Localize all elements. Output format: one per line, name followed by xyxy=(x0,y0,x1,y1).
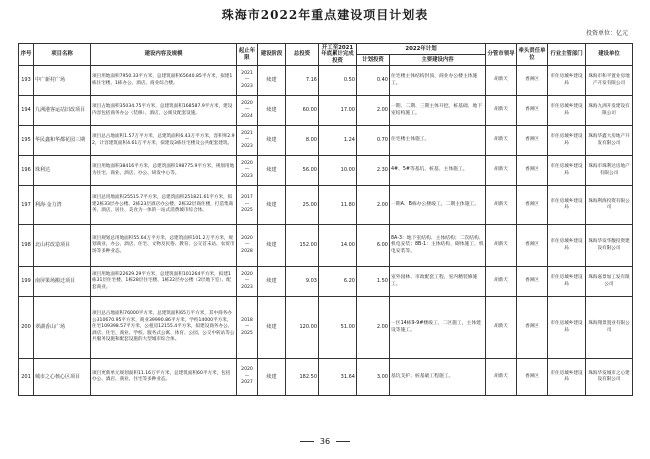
row-desc: 项目总用地面积25515.7平方米，总建筑面积251821.61平方米，拟建2栋33层办公楼、2栋23层酒店办公楼、2栋32层商住楼，打造集商务、酒店、居住、美食为一体的一站式消费城市综合体。 xyxy=(91,186,237,225)
row-stage: 续建 xyxy=(258,66,286,96)
row-cumulative: 17.00 xyxy=(319,96,357,126)
row-plan-invest: 3.00 xyxy=(357,359,390,396)
row-total: 120.00 xyxy=(286,297,319,359)
row-seq: 193 xyxy=(19,66,34,96)
row-year-end: 2024 xyxy=(241,113,253,119)
row-builder: 珠海翔景置业有限公司 xyxy=(586,297,633,359)
row-dept: 市住房城乡建设局 xyxy=(548,186,586,225)
row-seq: 201 xyxy=(19,359,34,396)
header-plan-invest: 计划投资 xyxy=(357,55,390,66)
row-leader: 胡新天 xyxy=(486,359,517,396)
row-leader: 胡新天 xyxy=(486,297,517,359)
table-row xyxy=(19,156,633,186)
row-plan-content: 一区14栋9-9#楼竣工、二区施工，主体建设等施工。 xyxy=(390,297,486,359)
row-year-separator: — xyxy=(244,373,250,379)
row-year-separator: — xyxy=(244,278,250,284)
row-cumulative: 11.80 xyxy=(319,186,357,225)
row-plan-invest: 2.00 xyxy=(357,96,390,126)
row-leader: 胡新天 xyxy=(486,126,517,156)
row-year-separator: — xyxy=(244,242,250,248)
header-cumulative: 开工至2021年底累计完成投资 xyxy=(319,44,357,66)
header-total: 总投资 xyxy=(286,44,319,66)
table-row xyxy=(19,126,633,156)
row-stage: 续建 xyxy=(258,359,286,396)
row-name: 利海·金力湾 xyxy=(34,186,91,225)
row-lead-unit: 香洲区 xyxy=(517,66,548,96)
row-name: 北山村改造项目 xyxy=(34,225,91,267)
row-year-end: 2023 xyxy=(241,83,253,89)
row-dept: 市住房城乡建设局 xyxy=(548,359,586,396)
row-stage: 续建 xyxy=(258,156,286,186)
row-year-start: 2021 xyxy=(241,130,253,136)
row-cumulative: 10.00 xyxy=(319,156,357,186)
row-year-end: 2025 xyxy=(241,208,253,214)
table-row xyxy=(19,359,633,396)
row-plan-invest: 2.00 xyxy=(357,186,390,225)
header-builder: 建设单位 xyxy=(586,44,633,66)
row-years xyxy=(237,297,258,359)
row-lead-unit: 香洲区 xyxy=(517,267,548,297)
row-plan-invest: 6.00 xyxy=(357,225,390,267)
page-title: 珠海市2022年重点建设项目计划表 xyxy=(221,8,429,22)
row-dept: 市住房城乡建设局 xyxy=(548,66,586,96)
row-stage: 续建 xyxy=(258,225,286,267)
row-seq: 200 xyxy=(19,297,34,359)
row-total: 8.00 xyxy=(286,126,319,156)
row-builder: 珠海华鑫大房地产开发有限公司 xyxy=(586,126,633,156)
row-year-separator: — xyxy=(244,201,250,207)
row-year-end: 2027 xyxy=(241,380,253,386)
row-years xyxy=(237,267,258,297)
row-years xyxy=(237,66,258,96)
row-desc: 项目总占地面积1.57万平方米，总建筑面积6.43万平方米，容积率2.92，计容建筑面积4.61万平方米，拟建设3栋住宅楼及公共配套建筑。 xyxy=(91,126,237,156)
row-years xyxy=(237,126,258,156)
row-lead-unit: 香洲区 xyxy=(517,126,548,156)
row-year-start: 2018 xyxy=(241,317,253,323)
row-lead-unit: 香洲区 xyxy=(517,297,548,359)
row-builder: 珠海利海投资有限公司 xyxy=(586,186,633,225)
header-plan-group: 2022年计划 xyxy=(357,44,486,55)
header-plan-content: 主要建设内容 xyxy=(390,55,486,66)
row-seq: 197 xyxy=(19,186,34,225)
page-number: 36 xyxy=(319,437,331,446)
row-stage: 续建 xyxy=(258,186,286,225)
header-name: 项目名称 xyxy=(34,44,91,66)
row-desc: 项目占地面积35034.75平方米，总建筑面积168587.9平方米，建设内容包括商务办公（装修）、酒店、公寓及配套设施。 xyxy=(91,96,237,126)
row-name: 城市之心核心区项目 xyxy=(34,359,91,396)
row-builder: 珠海九洲开发建设有限公司 xyxy=(586,96,633,126)
row-plan-invest: 0.40 xyxy=(357,66,390,96)
row-builder: 珠海嘉景加工发有限公司 xyxy=(586,267,633,297)
row-desc: 项目用地面积38416平方米，总建筑面积198775.9平方米，规划用地为住宅、商业、酒店、办公、研发中心等。 xyxy=(91,156,237,186)
row-plan-content: 室外园林、市政配套工程，室内精装修施工。 xyxy=(390,267,486,297)
row-plan-content: 4#、5#等基坑、桩基、主体施工。 xyxy=(390,156,486,186)
row-years xyxy=(237,359,258,396)
table-row xyxy=(19,267,633,297)
table-row xyxy=(19,96,633,126)
header-desc: 建设内容及规模 xyxy=(91,44,237,66)
row-desc: 项目规划总用地面积55.64万平方米，总建筑面积101.2万平方米，规划商业、办公、酒店、住宅、文物及民俗、教育、公交首末站、农贸市场等多种业态。 xyxy=(91,225,237,267)
row-name: 翠湖香山广场 xyxy=(34,297,91,359)
header-stage: 建设阶段 xyxy=(258,44,286,66)
row-dept: 市住房城乡建设局 xyxy=(548,156,586,186)
header-leader: 分管市领导 xyxy=(486,44,517,66)
row-plan-content: 基坑支护、桩基础工程施工。 xyxy=(390,359,486,396)
row-seq: 198 xyxy=(19,225,34,267)
row-year-separator: — xyxy=(244,167,250,173)
row-lead-unit: 香洲区 xyxy=(517,359,548,396)
row-builder: 珠海市和平置业房地产开发有限公司 xyxy=(586,66,633,96)
row-year-end: 2028 xyxy=(241,248,253,254)
row-years xyxy=(237,186,258,225)
row-plan-content: 一期A、B栋办公楼竣工，二期主体施工。 xyxy=(390,186,486,225)
row-leader: 胡新天 xyxy=(486,96,517,126)
row-leader: 胡新天 xyxy=(486,66,517,96)
row-seq: 196 xyxy=(19,156,34,186)
row-year-end: 2023 xyxy=(241,173,253,179)
row-seq: 199 xyxy=(19,267,34,297)
row-builder: 珠海华发华馥投资建设有限公司 xyxy=(586,225,633,267)
row-name: 珠利达 xyxy=(34,156,91,186)
row-plan-invest: 1.50 xyxy=(357,267,390,297)
row-leader: 胡新天 xyxy=(486,267,517,297)
table-row xyxy=(19,297,633,359)
row-year-start: 2017 xyxy=(241,195,253,201)
row-leader: 胡新天 xyxy=(486,186,517,225)
row-year-start: 2020 xyxy=(241,271,253,277)
row-stage: 续建 xyxy=(258,126,286,156)
row-builder: 珠海华发城市之心建设有限公司 xyxy=(586,359,633,396)
table-row xyxy=(19,66,633,96)
row-cumulative: 6.20 xyxy=(319,267,357,297)
row-year-end: 2023 xyxy=(241,284,253,290)
table-row xyxy=(19,225,633,267)
row-name: 中广新村广场 xyxy=(34,66,91,96)
row-years xyxy=(237,96,258,126)
row-year-separator: — xyxy=(244,77,250,83)
row-years xyxy=(237,156,258,186)
row-leader: 胡新天 xyxy=(486,225,517,267)
row-year-start: 2020 xyxy=(241,100,253,106)
row-lead-unit: 香洲区 xyxy=(517,186,548,225)
row-lead-unit: 香洲区 xyxy=(517,225,548,267)
row-leader: 胡新天 xyxy=(486,156,517,186)
row-stage: 续建 xyxy=(258,267,286,297)
row-cumulative: 1.24 xyxy=(319,126,357,156)
row-year-start: 2020 xyxy=(241,235,253,241)
row-year-start: 2021 xyxy=(241,70,253,76)
row-year-start: 2020 xyxy=(241,160,253,166)
row-year-start: 2020 xyxy=(241,367,253,373)
page-footer xyxy=(0,437,650,446)
row-plan-content: 住宅楼主体施工。 xyxy=(390,126,486,156)
row-years xyxy=(237,225,258,267)
row-desc: 项目用地面积7950.33平方米，总建筑面积65640.85平方米，拟建1栋住宅楼、1栋办公、酒店、商业综合楼。 xyxy=(91,66,237,96)
row-total: 152.00 xyxy=(286,225,319,267)
row-total: 60.00 xyxy=(286,96,319,126)
row-desc: 项目更新单元规划面积11.16万平方米，总建筑面积60平方米，包括办公、酒店、商业、住宅等多种业态。 xyxy=(91,359,237,396)
row-stage: 续建 xyxy=(258,297,286,359)
row-total: 25.00 xyxy=(286,186,319,225)
row-lead-unit: 香洲区 xyxy=(517,96,548,126)
row-desc: 项目用地面积22629.29平方米，总建筑面积101264平方米，拟建1栋31层住宅楼、1栋28层住宅楼、1栋22层办公楼（2层地下室）、配套商业。 xyxy=(91,267,237,297)
row-plan-invest: 2.30 xyxy=(357,156,390,186)
row-seq: 194 xyxy=(19,96,34,126)
row-year-separator: — xyxy=(244,137,250,143)
row-name: 九洲港客运站旧改项目 xyxy=(34,96,91,126)
row-total: 56.00 xyxy=(286,156,319,186)
row-cumulative: 51.00 xyxy=(319,297,357,359)
row-total: 182.50 xyxy=(286,359,319,396)
header-lead-unit: 牵头责任单位 xyxy=(517,44,548,66)
row-plan-content: 住宅楼主体结构封顶、商业办公楼主体施工。 xyxy=(390,66,486,96)
row-stage: 续建 xyxy=(258,96,286,126)
footer-dash-right xyxy=(336,441,350,442)
row-cumulative: 14.00 xyxy=(319,225,357,267)
row-cumulative: 0.50 xyxy=(319,66,357,96)
row-desc: 项目总占地面积76000平方米，总建筑面积65万平方米，其中商务办公310670.95平方米，商业39990.86平方米，学校14000平方米，住宅109398.57平方米，公租房12155.4平方米，拟建设商务办公、酒店、住宅、商业、学校、服务式公寓、体育、公园、公交中转站等公共服务设施和配套设施的大型城市综合体。 xyxy=(91,297,237,359)
row-year-separator: — xyxy=(244,324,250,330)
row-plan-invest: 0.70 xyxy=(357,126,390,156)
row-plan-content: 8A-3：地下室结构、主体结构；二次结构、机电安装；8B-1：主体结构、砌体施工、机电安装等。 xyxy=(390,225,486,267)
table-row xyxy=(19,186,633,225)
row-builder: 珠海市珠利达房地产有限公司 xyxy=(586,156,633,186)
row-dept: 市住房城乡建设局 xyxy=(548,297,586,359)
unit-label: 投资单位：亿元 xyxy=(585,30,628,37)
row-year-end: 2025 xyxy=(241,330,253,336)
row-name: 华民鑫和华都花园三期 xyxy=(34,126,91,156)
row-plan-invest: 2.00 xyxy=(357,297,390,359)
row-dept: 市住房城乡建设局 xyxy=(548,267,586,297)
row-plan-content: 一期、二期、三期主体开挖，桩基础、地下室结构施工。 xyxy=(390,96,486,126)
header-seq: 序号 xyxy=(19,44,34,66)
row-dept: 市住房城乡建设局 xyxy=(548,96,586,126)
row-total: 9.03 xyxy=(286,267,319,297)
row-year-end: 2023 xyxy=(241,143,253,149)
header-years: 起止年限 xyxy=(237,44,258,66)
project-table xyxy=(18,43,633,396)
row-cumulative: 31.64 xyxy=(319,359,357,396)
row-name: 南屏果场搬迁项目 xyxy=(34,267,91,297)
footer-dash-left xyxy=(300,441,314,442)
row-lead-unit: 香洲区 xyxy=(517,156,548,186)
row-seq: 195 xyxy=(19,126,34,156)
row-dept: 市住房城乡建设局 xyxy=(548,126,586,156)
header-dept: 行业主管部门 xyxy=(548,44,586,66)
row-total: 7.16 xyxy=(286,66,319,96)
row-dept: 市住房城乡建设局 xyxy=(548,225,586,267)
row-year-separator: — xyxy=(244,107,250,113)
